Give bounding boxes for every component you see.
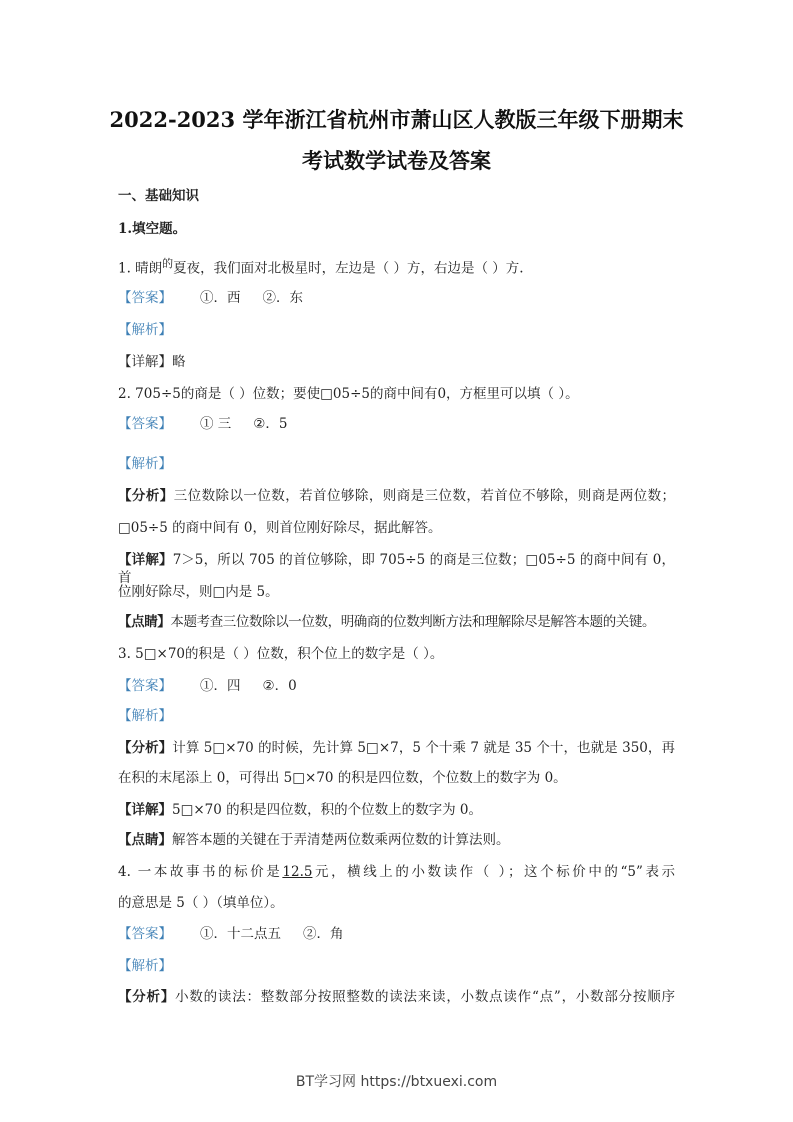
q3-analysis-label: 【解析】 (118, 708, 172, 724)
fenxi-label: 【分析】 (118, 740, 173, 756)
q4-answer (118, 925, 675, 943)
dianjing-text: 解答本题的关键在于弄清楚两位数乘两位数的计算法则。 (172, 832, 510, 848)
q4-analysis-label: 【解析】 (118, 958, 172, 974)
dianjing-label: 【点睛】 (118, 832, 172, 848)
q4-price: 12.5 (282, 864, 313, 880)
q2-detail-1 (118, 551, 675, 587)
q2-answer (118, 415, 675, 433)
q1-text-rest: 夏夜，我们面对北极星时，左边是（ ）方，右边是（ ）方. (173, 260, 524, 277)
q1-answer (118, 289, 675, 307)
answer-1: ① 三 (200, 416, 232, 432)
q2-dianjing (118, 613, 675, 631)
q3-dianjing (118, 831, 675, 849)
fenxi-text: 小数的读法：整数部分按照整数的读法来读，小数点读作“点”，小数部分按顺序 (175, 989, 676, 1005)
question-1 (118, 255, 675, 278)
answer-2: ②．5 (253, 416, 288, 432)
answer-2: ②．东 (262, 290, 303, 306)
answer-1: ①．十二点五 (200, 926, 281, 942)
fenxi-label: 【分析】 (118, 989, 176, 1005)
q2-fenxi-2: □05÷5 的商中间有 0，则首位刚好除尽，据此解答。 (118, 520, 442, 536)
footer-watermark: BT学习网 https://btxuexi.com (295, 1074, 498, 1090)
document-title-line-1: 2022-2023 学年浙江省杭州市萧山区人教版三年级下册期末 (109, 107, 684, 132)
q3-answer (118, 677, 675, 695)
document-title-line-2: 考试数学试卷及答案 (302, 148, 491, 173)
q3-fenxi-2: 在积的末尾添上 0，可得出 5□×70 的积是四位数，个位数上的数字为 0。 (118, 770, 567, 786)
detail-text: 5□×70 的积是四位数，积的个位数上的数字为 0。 (172, 802, 483, 818)
q1-text: 1. 晴朗 (118, 260, 163, 277)
answer-1: ①．四 (200, 678, 241, 694)
dianjing-label: 【点睛】 (118, 614, 171, 630)
question-3: 3. 5□×70的积是（ ）位数，积个位上的数字是（ ）。 (118, 646, 444, 662)
q1-sup: 的 (162, 257, 174, 270)
answer-1: ①．西 (200, 290, 241, 306)
question-2: 2. 705÷5的商是（ ）位数；要使□05÷5的商中间有0，方框里可以填（ ）。 (118, 386, 579, 402)
q1-detail (118, 353, 675, 371)
q3-fenxi-1 (118, 739, 675, 757)
detail-label: 【详解】 (118, 354, 172, 370)
q4-fenxi (118, 988, 675, 1006)
detail-text: 略 (172, 354, 186, 370)
q1-analysis-label: 【解析】 (118, 322, 172, 338)
dianjing-text: 本题考查三位数除以一位数，明确商的位数判断方法和理解除尽是解答本题的关键。 (170, 614, 656, 630)
answer-label: 【答案】 (118, 416, 172, 432)
fenxi-text: 计算 5□×70 的时候，先计算 5□×7，5 个十乘 7 就是 35 个十，也就是 350，再 (172, 740, 676, 756)
q4-text-rest: 元，横线上的小数读作（ ）；这个标价中的“5”表示 (312, 864, 676, 880)
detail-label: 【详解】 (118, 552, 173, 568)
fenxi-text: 三位数除以一位数，若首位够除，则商是三位数，若首位不够除，则商是两位数； (173, 488, 676, 504)
section-heading: 一、基础知识 (118, 188, 199, 204)
detail-label: 【详解】 (118, 802, 172, 818)
question-4 (118, 863, 675, 881)
detail-text: 7＞5，所以 705 的首位够除，即 705÷5 的商是三位数；□05÷5 的商中间有 0，首 (118, 552, 675, 586)
answer-label: 【答案】 (118, 290, 172, 306)
q2-fenxi-1 (118, 487, 675, 505)
answer-2: ②．0 (262, 678, 297, 694)
q4-text: 4. 一本故事书的标价是 (118, 864, 283, 880)
q2-analysis-label: 【解析】 (118, 456, 172, 472)
q2-detail-2: 位刚好除尽，则□内是 5。 (118, 584, 279, 600)
answer-label: 【答案】 (118, 926, 172, 942)
answer-2: ②．角 (303, 926, 344, 942)
q3-detail (118, 801, 675, 819)
answer-label: 【答案】 (118, 678, 172, 694)
fenxi-label: 【分析】 (118, 488, 174, 504)
subsection-heading: 1.填空题。 (118, 221, 187, 237)
question-4-line-2: 的意思是 5（ ）（填单位）。 (118, 895, 284, 911)
